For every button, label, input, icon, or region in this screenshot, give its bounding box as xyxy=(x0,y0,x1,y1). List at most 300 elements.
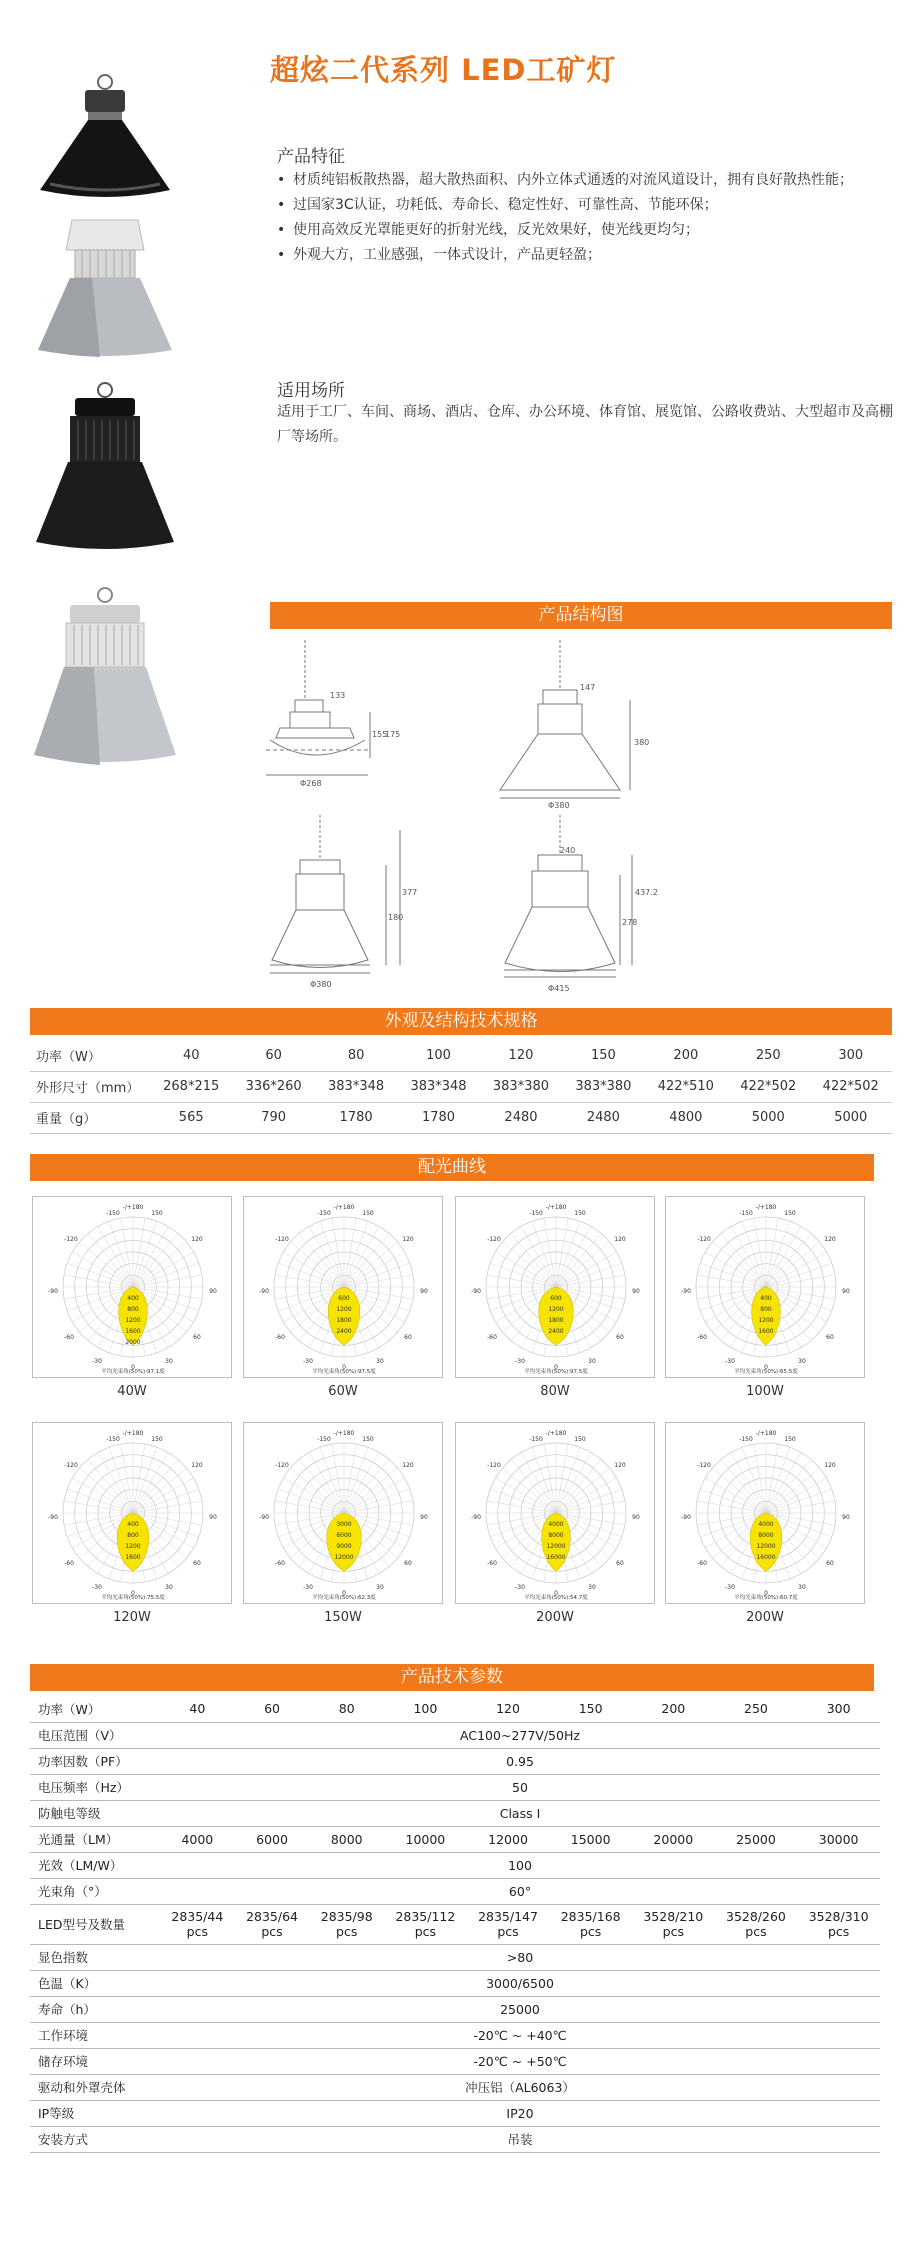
angle-label: 120 xyxy=(402,1236,414,1243)
param-cell: 25000 xyxy=(715,1826,798,1852)
spec-cell: 790 xyxy=(232,1102,314,1133)
angle-label: -60 xyxy=(487,1560,497,1567)
spec-row-label: 重量（g） xyxy=(30,1102,150,1133)
angle-label: -150 xyxy=(529,1436,543,1443)
light-distribution-chart xyxy=(455,1196,655,1378)
chart-caption: 80W xyxy=(540,1384,570,1399)
feature-item: • 过国家3C认证，功耗低、寿命长、稳定性好、可靠性高、节能环保； xyxy=(277,193,887,218)
spec-cell: 2480 xyxy=(562,1102,644,1133)
param-row xyxy=(30,2074,880,2100)
angle-label: 120 xyxy=(614,1462,626,1469)
param-cell: 3528/210 pcs xyxy=(632,1904,715,1944)
dim-label: 377 xyxy=(402,888,418,897)
angle-label: -90 xyxy=(259,1514,269,1521)
ring-label: 12000 xyxy=(334,1554,354,1561)
angle-label: 0 xyxy=(342,1590,346,1597)
ring-label: 12000 xyxy=(546,1543,566,1550)
param-value: -20℃ ~ +50℃ xyxy=(160,2048,880,2074)
ring-label: 400 xyxy=(127,1521,139,1528)
param-cell: 20000 xyxy=(632,1826,715,1852)
dim-label: 380 xyxy=(634,738,650,747)
angle-label: 60 xyxy=(616,1560,624,1567)
spec-cell: 80 xyxy=(315,1040,397,1071)
param-cell: 6000 xyxy=(235,1826,310,1852)
param-label: 储存环境 xyxy=(30,2048,160,2074)
angle-label: -30 xyxy=(303,1358,313,1365)
ring-label: 600 xyxy=(550,1295,562,1302)
angle-label: 0 xyxy=(131,1590,135,1597)
ring-label: 1600 xyxy=(758,1328,774,1335)
angle-label: 90 xyxy=(420,1514,428,1521)
angle-label: -90 xyxy=(48,1288,58,1295)
angle-label: -60 xyxy=(275,1560,285,1567)
angle-label: -120 xyxy=(275,1236,289,1243)
dim-label: Φ268 xyxy=(300,779,322,788)
angle-label: 30 xyxy=(798,1358,806,1365)
spec-cell: 383*348 xyxy=(315,1071,397,1102)
param-row xyxy=(30,1852,880,1878)
angle-label: -120 xyxy=(487,1236,501,1243)
spec-cell: 336*260 xyxy=(232,1071,314,1102)
angle-label: -60 xyxy=(487,1334,497,1341)
param-cell: 150 xyxy=(549,1696,632,1722)
beam-angle-note: 平均光束角(50%):97.5度 xyxy=(312,1369,376,1375)
param-label: 防触电等级 xyxy=(30,1800,160,1826)
angle-label: -150 xyxy=(317,1210,331,1217)
light-distribution-chart xyxy=(243,1422,443,1604)
ring-label: 1800 xyxy=(548,1317,564,1324)
param-cell: 2835/64 pcs xyxy=(235,1904,310,1944)
ring-label: 1800 xyxy=(336,1317,352,1324)
angle-label: -150 xyxy=(529,1210,543,1217)
spec-cell: 300 xyxy=(810,1040,893,1071)
light-distribution-chart xyxy=(665,1196,865,1378)
dim-label: 180 xyxy=(388,913,404,922)
angle-label: -/+180 xyxy=(122,1204,144,1211)
angle-label: 120 xyxy=(824,1462,836,1469)
param-row xyxy=(30,1878,880,1904)
chart-caption: 120W xyxy=(113,1610,151,1625)
angle-label: -30 xyxy=(725,1358,735,1365)
angle-label: 30 xyxy=(588,1358,596,1365)
dim-label: 278 xyxy=(622,918,638,927)
angle-label: -30 xyxy=(92,1584,102,1591)
polar-plot xyxy=(666,1197,866,1379)
angle-label: 60 xyxy=(193,1334,201,1341)
angle-label: 150 xyxy=(362,1436,374,1443)
angle-label: 0 xyxy=(764,1364,768,1371)
ring-label: 1200 xyxy=(336,1306,352,1313)
angle-label: 150 xyxy=(362,1210,374,1217)
ring-label: 4000 xyxy=(758,1521,774,1528)
ring-label: 2400 xyxy=(336,1328,352,1335)
angle-label: -30 xyxy=(515,1584,525,1591)
angle-label: 150 xyxy=(574,1436,586,1443)
param-label: 色温（K） xyxy=(30,1970,160,1996)
param-cell: 100 xyxy=(384,1696,467,1722)
spec-row xyxy=(30,1071,892,1102)
spec-cell: 120 xyxy=(480,1040,562,1071)
angle-label: 90 xyxy=(842,1514,850,1521)
spec-row xyxy=(30,1040,892,1071)
structure-drawing-bottom xyxy=(260,815,900,1025)
beam-angle-note: 平均光束角(50%):54.7度 xyxy=(524,1595,588,1601)
angle-label: 30 xyxy=(376,1584,384,1591)
angle-label: -90 xyxy=(259,1288,269,1295)
param-label: 工作环境 xyxy=(30,2022,160,2048)
lamp-image-silver-bell xyxy=(30,585,180,770)
param-label: IP等级 xyxy=(30,2100,160,2126)
ring-label: 1200 xyxy=(758,1317,774,1324)
dim-label: Φ380 xyxy=(548,801,570,810)
angle-label: 90 xyxy=(209,1288,217,1295)
spec-cell: 422*502 xyxy=(810,1071,893,1102)
ring-label: 16000 xyxy=(546,1554,566,1561)
param-label: 寿命（h） xyxy=(30,1996,160,2022)
param-value: 100 xyxy=(160,1852,880,1878)
angle-label: 0 xyxy=(554,1364,558,1371)
light-distribution-chart xyxy=(243,1196,443,1378)
param-label: 显色指数 xyxy=(30,1944,160,1970)
angle-label: -120 xyxy=(64,1462,78,1469)
angle-label: 60 xyxy=(826,1560,834,1567)
spec-cell: 268*215 xyxy=(150,1071,232,1102)
feature-item: • 材质纯铝板散热器，超大散热面积、内外立体式通透的对流风道设计，拥有良好散热性能； xyxy=(277,168,887,193)
ring-label: 12000 xyxy=(756,1543,776,1550)
angle-label: -30 xyxy=(92,1358,102,1365)
param-value: 冲压铝（AL6063） xyxy=(160,2074,880,2100)
chart-caption: 200W xyxy=(746,1610,784,1625)
lamp-image-white-silver xyxy=(30,210,180,360)
page-title: 超炫二代系列 LED工矿灯 xyxy=(270,53,617,87)
ring-label: 800 xyxy=(760,1306,772,1313)
light-distribution-chart xyxy=(32,1196,232,1378)
angle-label: 30 xyxy=(165,1358,173,1365)
polar-plot xyxy=(244,1197,444,1379)
angle-label: 120 xyxy=(824,1236,836,1243)
angle-label: -90 xyxy=(681,1288,691,1295)
dim-label: Φ415 xyxy=(548,984,570,993)
dim-label: Φ380 xyxy=(310,980,332,989)
polar-plot xyxy=(33,1197,233,1379)
ring-label: 1200 xyxy=(125,1543,141,1550)
angle-label: 150 xyxy=(574,1210,586,1217)
chart-caption: 60W xyxy=(328,1384,358,1399)
ring-label: 2000 xyxy=(125,1339,141,1346)
angle-label: 0 xyxy=(554,1590,558,1597)
angle-label: -120 xyxy=(697,1236,711,1243)
light-distribution-chart xyxy=(665,1422,865,1604)
ring-label: 8000 xyxy=(758,1532,774,1539)
beam-angle-note: 平均光束角(50%):60.7度 xyxy=(734,1595,798,1601)
angle-label: -30 xyxy=(725,1584,735,1591)
angle-label: -90 xyxy=(681,1514,691,1521)
angle-label: 30 xyxy=(588,1584,596,1591)
angle-label: 90 xyxy=(420,1288,428,1295)
dim-label: 240 xyxy=(560,846,576,855)
param-value: >80 xyxy=(160,1944,880,1970)
chart-caption: 100W xyxy=(746,1384,784,1399)
angle-label: -/+180 xyxy=(545,1430,567,1437)
polar-plot xyxy=(456,1197,656,1379)
param-label: LED型号及数量 xyxy=(30,1904,160,1944)
angle-label: -/+180 xyxy=(755,1204,777,1211)
spec-cell: 422*510 xyxy=(645,1071,727,1102)
angle-label: -120 xyxy=(275,1462,289,1469)
angle-label: 60 xyxy=(193,1560,201,1567)
params-table xyxy=(30,1696,880,2153)
param-label: 光效（LM/W） xyxy=(30,1852,160,1878)
light-distribution-chart xyxy=(455,1422,655,1604)
ring-label: 1200 xyxy=(548,1306,564,1313)
spec-cell: 4800 xyxy=(645,1102,727,1133)
spec-cell: 383*380 xyxy=(562,1071,644,1102)
chart-caption: 150W xyxy=(324,1610,362,1625)
angle-label: -120 xyxy=(697,1462,711,1469)
ring-label: 6000 xyxy=(336,1532,352,1539)
param-row xyxy=(30,1696,880,1722)
light-distribution-chart xyxy=(32,1422,232,1604)
beam-angle-note: 平均光束角(50%):97.5度 xyxy=(524,1369,588,1375)
param-cell: 250 xyxy=(715,1696,798,1722)
spec-cell: 1780 xyxy=(315,1102,397,1133)
curves-heading: 配光曲线 xyxy=(30,1154,874,1181)
beam-angle-note: 平均光束角(50%):97.1度 xyxy=(101,1369,165,1375)
ring-label: 1600 xyxy=(125,1554,141,1561)
param-value: Class Ⅰ xyxy=(160,1800,880,1826)
param-cell: 12000 xyxy=(467,1826,550,1852)
param-cell: 300 xyxy=(797,1696,880,1722)
angle-label: 90 xyxy=(632,1288,640,1295)
angle-label: 0 xyxy=(131,1364,135,1371)
param-row xyxy=(30,1722,880,1748)
param-row xyxy=(30,1904,880,1944)
dim-label: 175 xyxy=(385,730,401,739)
spec-row xyxy=(30,1102,892,1133)
angle-label: -90 xyxy=(471,1514,481,1521)
param-label: 功率（W） xyxy=(30,1696,160,1722)
angle-label: -120 xyxy=(64,1236,78,1243)
param-row xyxy=(30,1748,880,1774)
angle-label: 150 xyxy=(784,1436,796,1443)
param-cell: 4000 xyxy=(160,1826,235,1852)
param-row xyxy=(30,1996,880,2022)
features-list xyxy=(277,168,887,268)
spec-cell: 40 xyxy=(150,1040,232,1071)
spec-cell: 1780 xyxy=(397,1102,479,1133)
ring-label: 16000 xyxy=(756,1554,776,1561)
angle-label: -150 xyxy=(106,1436,120,1443)
spec-cell: 200 xyxy=(645,1040,727,1071)
angle-label: -/+180 xyxy=(333,1204,355,1211)
param-cell: 40 xyxy=(160,1696,235,1722)
angle-label: 150 xyxy=(151,1436,163,1443)
angle-label: 150 xyxy=(151,1210,163,1217)
ring-label: 4000 xyxy=(548,1521,564,1528)
ring-label: 1600 xyxy=(125,1328,141,1335)
param-label: 功率因数（PF） xyxy=(30,1748,160,1774)
param-label: 电压范围（V） xyxy=(30,1722,160,1748)
spec-cell: 2480 xyxy=(480,1102,562,1133)
param-row xyxy=(30,2100,880,2126)
applications-heading: 适用场所 xyxy=(277,381,345,401)
param-label: 光通量（LM） xyxy=(30,1826,160,1852)
dim-label: 147 xyxy=(580,683,596,692)
features-heading: 产品特征 xyxy=(277,147,345,167)
appearance-table xyxy=(30,1040,892,1134)
param-value: -20℃ ~ +40℃ xyxy=(160,2022,880,2048)
angle-label: 120 xyxy=(402,1462,414,1469)
param-cell: 60 xyxy=(235,1696,310,1722)
param-cell: 15000 xyxy=(549,1826,632,1852)
angle-label: -60 xyxy=(275,1334,285,1341)
spec-cell: 383*348 xyxy=(397,1071,479,1102)
param-value: 吊装 xyxy=(160,2126,880,2152)
ring-label: 800 xyxy=(127,1532,139,1539)
lamp-image-black-cone xyxy=(30,72,180,200)
angle-label: -150 xyxy=(106,1210,120,1217)
angle-label: 120 xyxy=(191,1462,203,1469)
param-cell: 3528/310 pcs xyxy=(797,1904,880,1944)
param-value: 50 xyxy=(160,1774,880,1800)
angle-label: 0 xyxy=(764,1590,768,1597)
param-cell: 8000 xyxy=(309,1826,384,1852)
param-row xyxy=(30,1800,880,1826)
param-row xyxy=(30,2022,880,2048)
ring-label: 3000 xyxy=(336,1521,352,1528)
ring-label: 8000 xyxy=(548,1532,564,1539)
angle-label: 30 xyxy=(376,1358,384,1365)
feature-item: • 外观大方，工业感强，一体式设计，产品更轻盈； xyxy=(277,243,887,268)
angle-label: -60 xyxy=(64,1560,74,1567)
angle-label: 150 xyxy=(784,1210,796,1217)
angle-label: -150 xyxy=(739,1436,753,1443)
dim-label: 155 xyxy=(372,730,388,739)
angle-label: -150 xyxy=(317,1436,331,1443)
param-row xyxy=(30,1826,880,1852)
param-label: 安装方式 xyxy=(30,2126,160,2152)
feature-item: • 使用高效反光罩能更好的折射光线，反光效果好，使光线更均匀； xyxy=(277,218,887,243)
spec-cell: 60 xyxy=(232,1040,314,1071)
param-cell: 10000 xyxy=(384,1826,467,1852)
spec-cell: 250 xyxy=(727,1040,809,1071)
structure-heading: 产品结构图 xyxy=(270,602,892,629)
angle-label: 30 xyxy=(165,1584,173,1591)
angle-label: 30 xyxy=(798,1584,806,1591)
param-row xyxy=(30,2126,880,2152)
polar-plot xyxy=(456,1423,656,1605)
angle-label: 60 xyxy=(404,1560,412,1567)
spec-cell: 422*502 xyxy=(727,1071,809,1102)
ring-label: 600 xyxy=(338,1295,350,1302)
param-row xyxy=(30,1944,880,1970)
angle-label: 0 xyxy=(342,1364,346,1371)
dim-label: 133 xyxy=(330,691,346,700)
chart-caption: 40W xyxy=(117,1384,147,1399)
param-label: 电压频率（Hz） xyxy=(30,1774,160,1800)
lamp-image-black-bell xyxy=(30,380,180,555)
param-cell: 2835/168 pcs xyxy=(549,1904,632,1944)
spec-row-label: 外形尺寸（mm） xyxy=(30,1071,150,1102)
angle-label: -90 xyxy=(471,1288,481,1295)
spec-cell: 100 xyxy=(397,1040,479,1071)
angle-label: 90 xyxy=(209,1514,217,1521)
polar-plot xyxy=(244,1423,444,1605)
ring-label: 2400 xyxy=(548,1328,564,1335)
chart-caption: 200W xyxy=(536,1610,574,1625)
angle-label: 120 xyxy=(614,1236,626,1243)
ring-label: 400 xyxy=(760,1295,772,1302)
param-value: IP20 xyxy=(160,2100,880,2126)
dim-label: 437.2 xyxy=(635,888,658,897)
param-cell: 3528/260 pcs xyxy=(715,1904,798,1944)
spec-cell: 150 xyxy=(562,1040,644,1071)
param-row xyxy=(30,2048,880,2074)
spec-row-label: 功率（W） xyxy=(30,1040,150,1071)
angle-label: -/+180 xyxy=(333,1430,355,1437)
param-label: 驱动和外罩壳体 xyxy=(30,2074,160,2100)
spec-cell: 565 xyxy=(150,1102,232,1133)
ring-label: 1200 xyxy=(125,1317,141,1324)
angle-label: 60 xyxy=(616,1334,624,1341)
applications-text: 适用于工厂、车间、商场、酒店、仓库、办公环境、体育馆、展览馆、公路收费站、大型超市及高棚厂等场所。 xyxy=(277,404,893,445)
param-cell: 200 xyxy=(632,1696,715,1722)
param-cell: 80 xyxy=(309,1696,384,1722)
angle-label: 60 xyxy=(826,1334,834,1341)
angle-label: -30 xyxy=(515,1358,525,1365)
param-value: 25000 xyxy=(160,1996,880,2022)
param-value: AC100~277V/50Hz xyxy=(160,1722,880,1748)
angle-label: -120 xyxy=(487,1462,501,1469)
angle-label: -60 xyxy=(64,1334,74,1341)
param-cell: 30000 xyxy=(797,1826,880,1852)
beam-angle-note: 平均光束角(50%):75.5度 xyxy=(101,1595,165,1601)
param-cell: 2835/98 pcs xyxy=(309,1904,384,1944)
params-heading: 产品技术参数 xyxy=(30,1664,874,1691)
polar-plot xyxy=(33,1423,233,1605)
param-value: 60° xyxy=(160,1878,880,1904)
param-cell: 120 xyxy=(467,1696,550,1722)
polar-plot xyxy=(666,1423,866,1605)
angle-label: -60 xyxy=(697,1334,707,1341)
angle-label: 90 xyxy=(632,1514,640,1521)
angle-label: -150 xyxy=(739,1210,753,1217)
angle-label: 90 xyxy=(842,1288,850,1295)
angle-label: -60 xyxy=(697,1560,707,1567)
angle-label: -/+180 xyxy=(755,1430,777,1437)
beam-angle-note: 平均光束角(50%):65.5度 xyxy=(734,1369,798,1375)
appearance-heading: 外观及结构技术规格 xyxy=(30,1008,892,1035)
angle-label: 120 xyxy=(191,1236,203,1243)
angle-label: -30 xyxy=(303,1584,313,1591)
spec-cell: 5000 xyxy=(727,1102,809,1133)
ring-label: 400 xyxy=(127,1295,139,1302)
param-value: 0.95 xyxy=(160,1748,880,1774)
angle-label: -90 xyxy=(48,1514,58,1521)
param-cell: 2835/147 pcs xyxy=(467,1904,550,1944)
angle-label: -/+180 xyxy=(122,1430,144,1437)
param-cell: 2835/112 pcs xyxy=(384,1904,467,1944)
angle-label: 60 xyxy=(404,1334,412,1341)
param-cell: 2835/44 pcs xyxy=(160,1904,235,1944)
param-value: 3000/6500 xyxy=(160,1970,880,1996)
param-row xyxy=(30,1774,880,1800)
spec-cell: 383*380 xyxy=(480,1071,562,1102)
beam-angle-note: 平均光束角(50%):62.3度 xyxy=(312,1595,376,1601)
param-row xyxy=(30,1970,880,1996)
param-label: 光束角（°） xyxy=(30,1878,160,1904)
spec-cell: 5000 xyxy=(810,1102,893,1133)
